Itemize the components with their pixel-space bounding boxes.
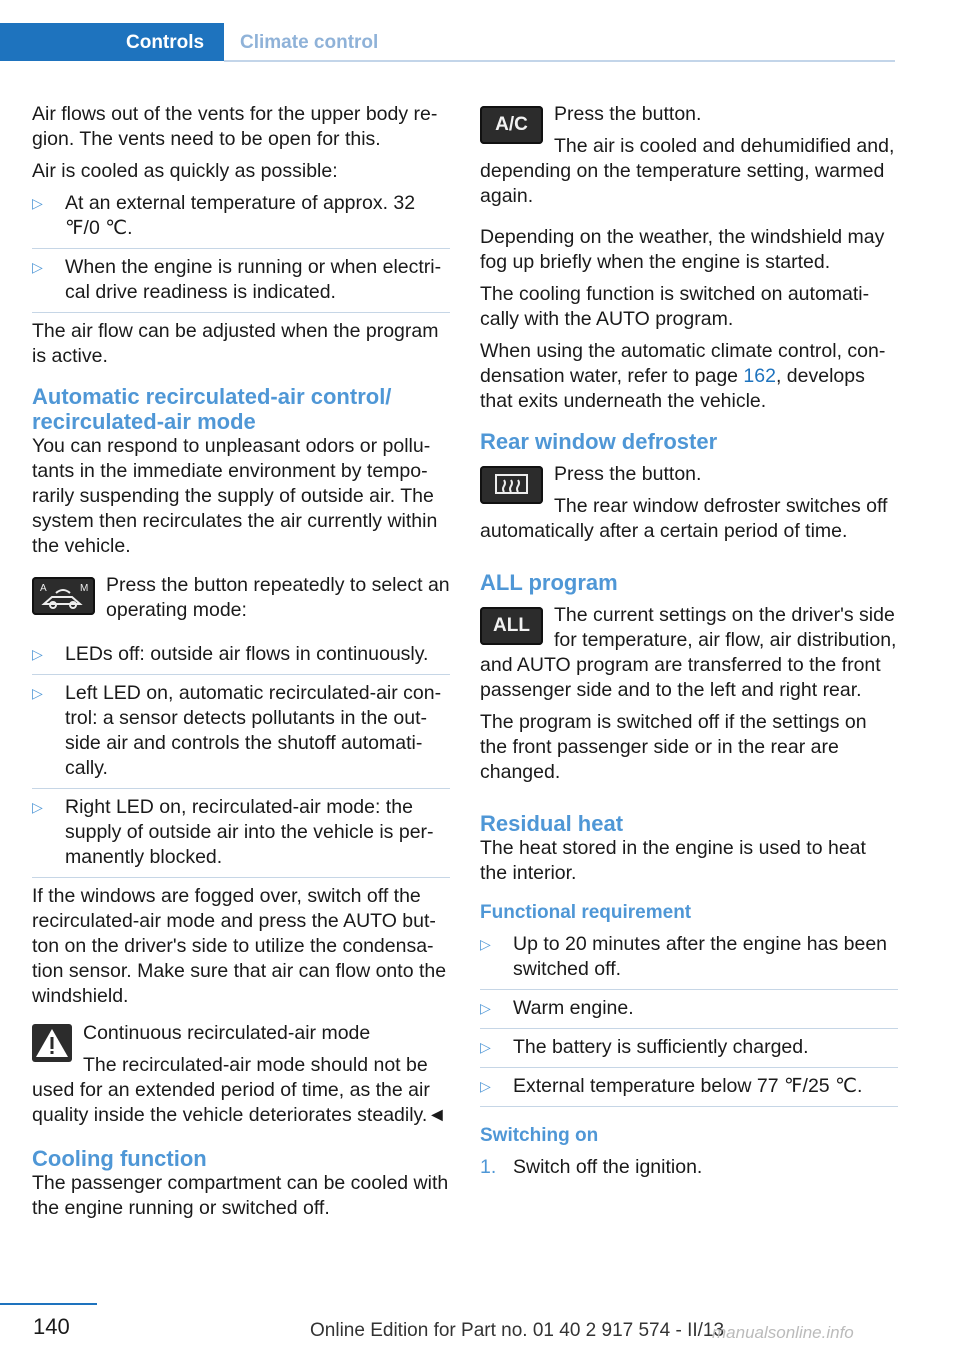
list-item-text: Up to 20 minutes after the engine has been switched off. (513, 933, 888, 980)
heading-switching-on: Switching on (480, 1125, 599, 1146)
functional-requirement-list (480, 932, 898, 1107)
paragraph: Air flows out of the vents for the upper body region. The vents need to be open for this. (32, 103, 438, 150)
list-item (480, 932, 898, 990)
paragraph: The heat stored in the engine is used to heat the interior. (480, 837, 866, 884)
triangle-bullet-icon: ▷ (32, 646, 43, 662)
section-tab-label: Controls (126, 32, 205, 53)
paragraph: The passenger compartment can be cooled with the engine running or switched off. (32, 1172, 449, 1219)
triangle-bullet-icon: ▷ (480, 1039, 491, 1055)
list-item-text: Right LED on, recirculated-air mode: the supply of outside air into the vehicle is permanently blocked. (65, 796, 434, 868)
list-item-text: At an external temperature of approx. 32 ℉/0 ℃. (65, 192, 416, 239)
ac-button-label: A/C (495, 114, 528, 135)
rear-defroster-button[interactable] (480, 466, 543, 504)
list-item-text: External temperature below 77 ℉/25 ℃. (513, 1075, 863, 1097)
warning-text: The recirculated-air mode should not be used for an extended period of time, as the air quality inside the vehicle deteriorates steadily.◄ (32, 1054, 447, 1126)
paragraph: The rear window defroster switches off automatically after a certain period of time. (480, 495, 888, 542)
paragraph: The cooling function is switched on automatically with the AUTO program. (480, 283, 870, 330)
paragraph: The program is switched off if the settings on the front passenger side or in the rear are changed. (480, 711, 867, 783)
list-item (32, 255, 450, 313)
paragraph: Press the button. (554, 463, 702, 485)
page-number: 140 (33, 1314, 70, 1339)
cooling-conditions-list (32, 191, 450, 313)
car-recirculation-icon (32, 577, 95, 615)
triangle-bullet-icon: ▷ (480, 1078, 491, 1094)
triangle-bullet-icon: ▷ (480, 936, 491, 952)
triangle-bullet-icon: ▷ (32, 195, 43, 211)
all-button-label: ALL (493, 615, 530, 636)
warning-title: Continuous recirculated-air mode (83, 1022, 371, 1044)
paragraph: Air is cooled as quickly as possible: (32, 160, 338, 182)
ac-button-block (480, 102, 898, 209)
left-column (32, 102, 450, 1228)
warning-triangle-icon (32, 1024, 72, 1062)
warning-block (32, 1021, 450, 1128)
list-item-text: LEDs off: outside air flows in continuously. (65, 643, 429, 665)
paragraph: You can respond to unpleasant odors or pollutants in the immediate environment by temporarily suspending the supply of outside air. The system then recirculates the air currently within the vehicle. (32, 435, 438, 557)
heading-all-program: ALL program (480, 570, 618, 595)
right-column (480, 102, 898, 1187)
heading-recirculated-air: Automatic recirculated-air control/ recirculated-air mode (32, 384, 392, 434)
triangle-bullet-icon: ▷ (32, 799, 43, 815)
list-item-text: Left LED on, automatic recirculated-air control: a sensor detects pollutants in the outside air and controls the shutoff automatically. (65, 682, 442, 779)
list-item (480, 1074, 898, 1107)
led-a-label: A (40, 583, 47, 594)
recirculated-air-button[interactable] (32, 577, 95, 615)
triangle-bullet-icon: ▷ (32, 685, 43, 701)
triangle-bullet-icon: ▷ (32, 259, 43, 275)
heading-functional-requirement: Functional requirement (480, 902, 692, 923)
heading-rear-window-defroster: Rear window defroster (480, 429, 718, 454)
page-reference-link[interactable]: 162 (743, 365, 776, 387)
paragraph: Depending on the weather, the windshield may fog up briefly when the engine is started. (480, 226, 885, 273)
header-divider (224, 60, 895, 62)
list-item-text: Warm engine. (513, 997, 634, 1019)
switching-on-steps (480, 1155, 898, 1180)
paragraph: The air is cooled and dehumidified and, depending on the temperature setting, warmed again. (480, 135, 895, 207)
rear-defroster-block (480, 462, 898, 544)
list-item (32, 191, 450, 249)
paragraph: If the windows are fogged over, switch off the recirculated-air mode and press the AUTO button on the driver's side to utilize the condensation sensor. Make sure that air can flow onto the windshield. (32, 885, 447, 1007)
step-number: 1. (480, 1156, 497, 1178)
watermark: manualsonline.info (712, 1323, 854, 1342)
text-span: , develops that exits underneath the vehicle. (480, 365, 865, 412)
footer-rule (0, 1303, 97, 1305)
ac-button[interactable] (480, 106, 543, 144)
page-header (0, 23, 895, 63)
recirc-button-block (32, 573, 450, 630)
rear-defrost-icon (480, 466, 543, 504)
text-span: When using the automatic climate control, condensation water, refer to page (480, 340, 886, 387)
heading-cooling-function: Cooling function (32, 1146, 207, 1171)
list-item (480, 1035, 898, 1068)
list-item (32, 681, 450, 789)
heading-residual-heat: Residual heat (480, 811, 624, 836)
list-item (32, 795, 450, 878)
all-program-block (480, 603, 898, 703)
list-item (480, 996, 898, 1029)
paragraph: The current settings on the driver's side for temperature, air flow, air distribution, and AUTO program are transferred to the front passenger side and to the left and right rear. (480, 604, 897, 701)
list-item (32, 642, 450, 675)
list-item-text: When the engine is running or when electrical drive readiness is indicated. (65, 256, 442, 303)
subsection-tab-climate-control[interactable]: Climate control (240, 32, 379, 53)
recirc-modes-list (32, 642, 450, 878)
paragraph: Press the button repeatedly to select an operating mode: (106, 574, 450, 621)
list-item-text: The battery is sufficiently charged. (513, 1036, 809, 1058)
led-m-label: M (80, 583, 89, 594)
triangle-bullet-icon: ▷ (480, 1000, 491, 1016)
paragraph (480, 339, 898, 414)
paragraph: The air flow can be adjusted when the program is active. (32, 320, 439, 367)
paragraph: Press the button. (554, 103, 702, 125)
section-tab-controls[interactable] (0, 23, 224, 61)
step-item (480, 1155, 898, 1180)
all-button[interactable] (480, 607, 543, 645)
step-text: Switch off the ignition. (513, 1156, 703, 1178)
edition-text: Online Edition for Part no. 01 40 2 917 574 - II/13 (310, 1320, 725, 1341)
